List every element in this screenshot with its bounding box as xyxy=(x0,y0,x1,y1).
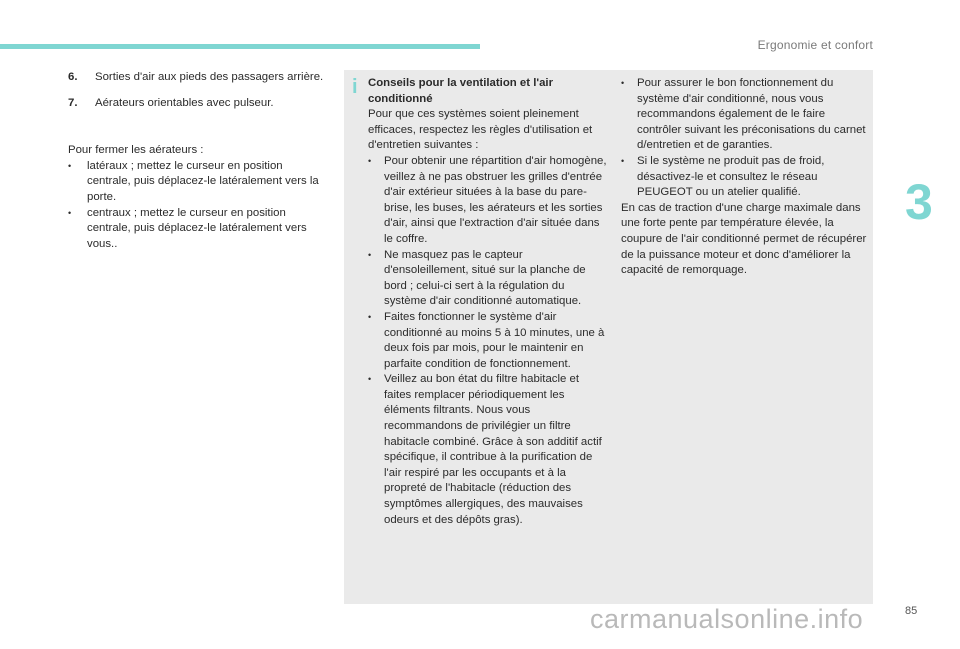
bullet-text: latéraux ; mettez le curseur en position centrale, puis déplacez-le latéralement vers la porte. xyxy=(87,159,319,203)
list-item xyxy=(368,372,608,528)
bullet-icon: • xyxy=(368,155,372,166)
list-item xyxy=(68,206,326,253)
item-text: Sorties d'air aux pieds des passagers arrière. xyxy=(95,71,324,83)
bullet-text: Pour assurer le bon fonctionnement du système d'air conditionné, nous vous recommandons également de le faire contrôler suivant les préconisations du carnet d/entretien et de garanties. xyxy=(637,77,866,152)
item-number: 7. xyxy=(68,96,78,109)
bullet-icon: • xyxy=(368,249,372,260)
bullet-text: centraux ; mettez le curseur en position centrale, puis déplacez-le latéralement vers vous.. xyxy=(87,206,307,250)
note-title: Conseils pour la ventilation et l'air conditionné xyxy=(368,77,553,105)
list-item xyxy=(368,154,608,248)
list-item xyxy=(68,70,326,86)
note-closing-paragraph: En cas de traction d'une charge maximale dans une forte pente par température élevée, la coupure de l'air conditionné permet de récupérer de la puissance moteur et donc d'améliorer la capacité de remorquage. xyxy=(621,201,867,277)
bullet-icon: • xyxy=(621,155,625,166)
note-column-2 xyxy=(621,76,867,279)
close-vents-intro: Pour fermer les aérateurs : xyxy=(68,144,204,157)
bullet-icon: • xyxy=(68,160,72,171)
bullet-icon: • xyxy=(621,78,625,88)
left-column xyxy=(68,70,326,252)
list-item xyxy=(368,248,608,310)
header-accent-bar xyxy=(0,44,480,49)
bullet-icon: • xyxy=(68,207,72,218)
item-text: Aérateurs orientables avec pulseur. xyxy=(95,96,274,109)
list-item xyxy=(68,159,326,206)
note-column-1 xyxy=(368,76,608,528)
list-item xyxy=(368,310,608,372)
bullet-text: Veillez au bon état du filtre habitacle et faites remplacer périodiquement les éléments filtrants. Nous vous recommandons de privilégier un filtre habitacle combiné. Grâce à son additif actif spécifique, il contribue à la purification de l'air respiré par les occupants et à la propreté de l'habitacle (réduction des symptômes allergiques, des mauvaises odeurs et des dépôts gras). xyxy=(384,373,602,526)
bullet-text: Si le système ne produit pas de froid, désactivez-le et consultez le réseau PEUGEOT ou un atelier qualifié. xyxy=(637,154,825,199)
list-item xyxy=(621,76,867,154)
list-item xyxy=(68,96,326,112)
bullet-text: Pour obtenir une répartition d'air homogène, veillez à ne pas obstruer les grilles d'entrée d'air extérieur situées à la base du pare-brise, les buses, les aérateurs et les sorties d'air, ainsi que l'extraction d'air située dans le coffre. xyxy=(384,154,607,245)
list-item xyxy=(621,154,867,201)
bullet-text: Ne masquez pas le capteur d'ensoleillement, situé sur la planche de bord ; celui-ci sert à la régulation du système d'air conditionné automatique. xyxy=(384,248,586,308)
info-icon: i xyxy=(352,76,358,98)
bullet-icon: • xyxy=(368,311,372,322)
bullet-icon: • xyxy=(368,374,372,385)
chapter-number: 3 xyxy=(905,174,933,230)
bullet-text: Faites fonctionner le système d'air conditionné au moins 5 à 10 minutes, une à deux fois par mois, pour le maintenir en parfaite condition de fonctionnement. xyxy=(384,310,605,370)
note-intro: Pour que ces systèmes soient pleinement efficaces, respectez les règles d'utilisation et d'entretien suivantes : xyxy=(368,108,593,152)
item-number: 6. xyxy=(68,71,78,83)
page-number: 85 xyxy=(905,605,918,617)
watermark: carmanualsonline.info xyxy=(590,604,864,634)
section-title: Ergonomie et confort xyxy=(757,38,873,52)
